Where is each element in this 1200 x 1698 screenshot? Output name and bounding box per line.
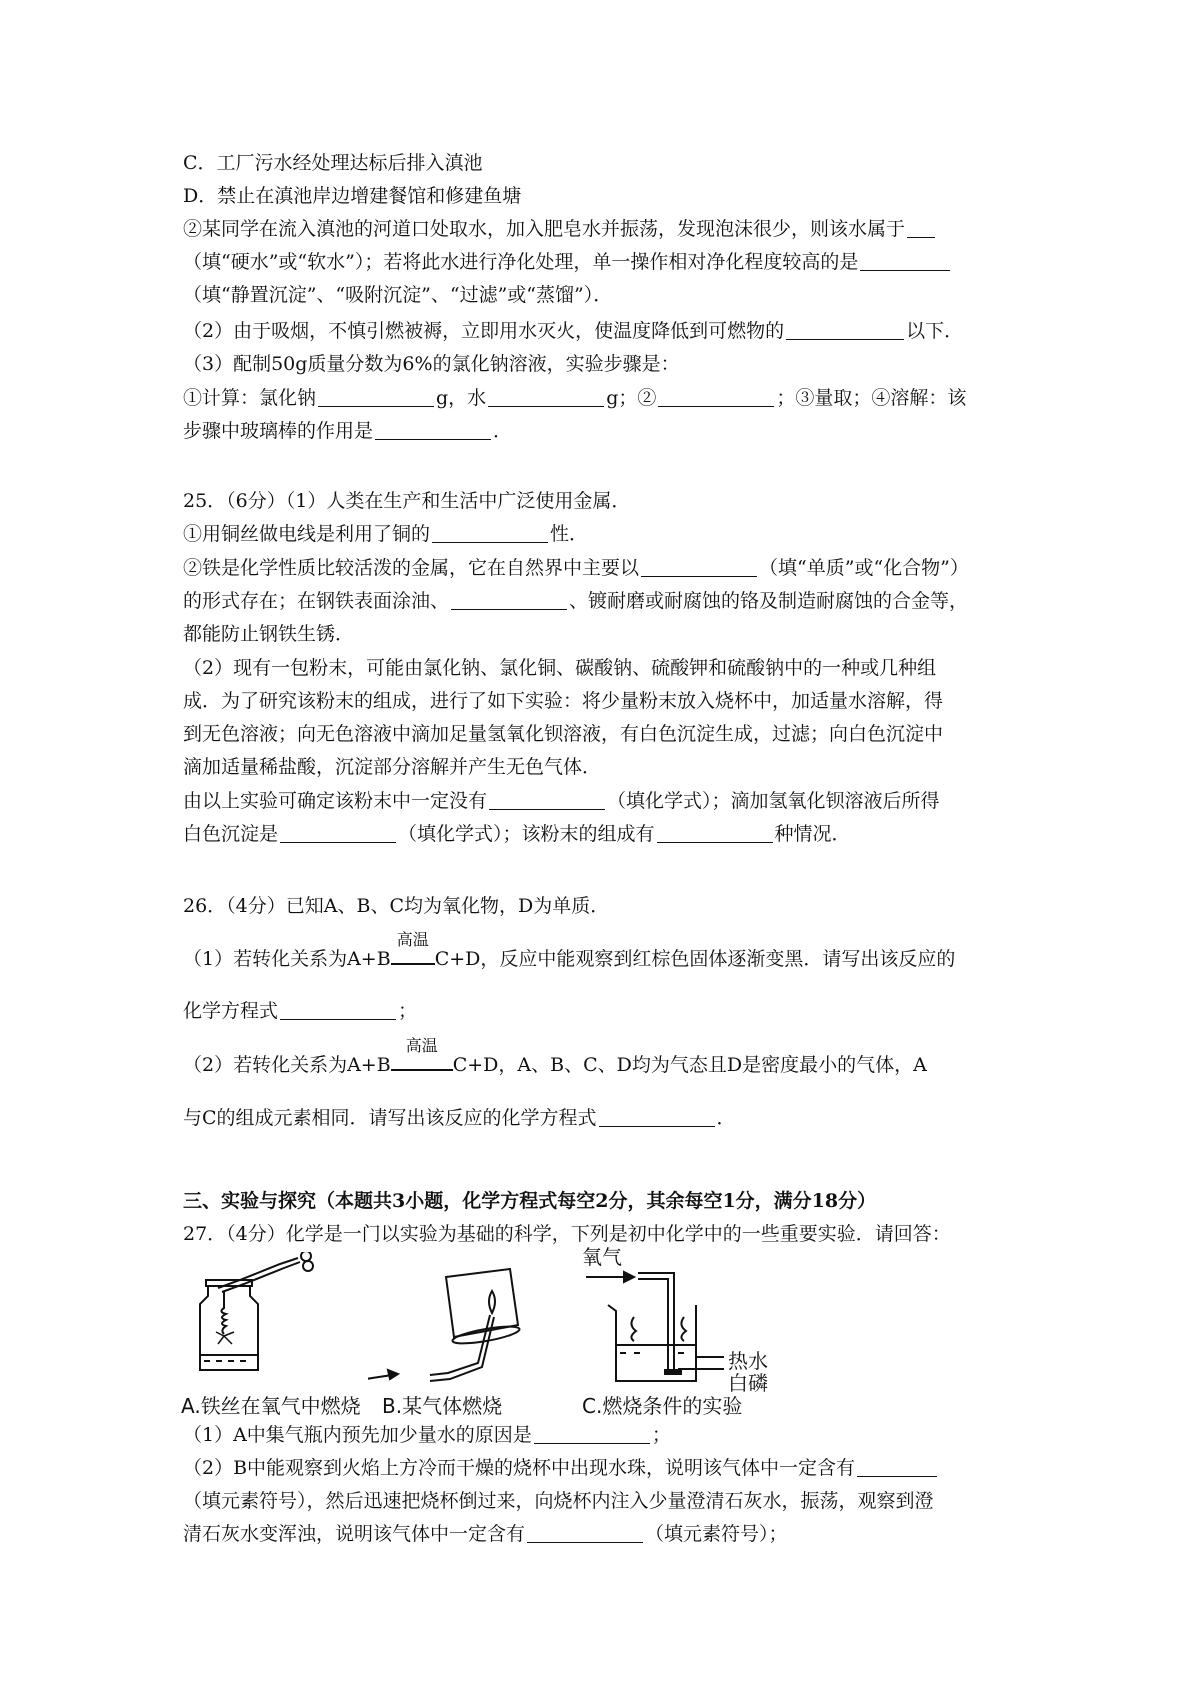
q27-text: （填元素符号），然后迅速把烧杯倒过来，向烧杯内注入少量澄清石灰水，振荡，观察到澄	[183, 1490, 934, 1512]
figure-b-caption: B.某气体燃烧	[382, 1394, 503, 1418]
q25-line	[183, 588, 968, 614]
option-c	[183, 150, 483, 176]
q26-text: C+D，反应中能观察到红棕色固体逐渐变黑．请写出该反应的	[434, 948, 956, 970]
figure-c-caption: C.燃烧条件的实验	[582, 1394, 743, 1418]
q25-text: ②铁是化学性质比较活泼的金属，它在自然界中主要以	[183, 557, 640, 579]
q25-line	[183, 788, 940, 814]
figure-combustion-conditions	[578, 1245, 808, 1395]
q27-text: 27．（4分）化学是一门以实验为基础的科学，下列是初中化学中的一些重要实验．请回答：	[183, 1223, 951, 1245]
q24-text: 步骤中玻璃棒的作用是	[183, 420, 374, 442]
q27-intro	[183, 1221, 951, 1247]
q25-heading	[183, 488, 630, 514]
q25-line	[183, 655, 936, 681]
q24-text: ②某同学在流入滇池的河道口处取水，加入肥皂水并振荡，发现泡沫很少，则该水属于	[183, 218, 906, 240]
answer-blank[interactable]	[488, 386, 604, 407]
q25-text: （2）现有一包粉末，可能由氯化钠、氯化铜、碳酸钠、硫酸钾和硫酸钠中的一种或几种组	[183, 657, 937, 679]
q26-text: C+D，A、B、C、D均为气态且D是密度最小的气体，A	[452, 1054, 927, 1076]
option-d	[183, 183, 521, 209]
q25-line	[183, 721, 943, 747]
q24-text: ；③量取；④溶解：该	[776, 387, 967, 409]
q24-line-solution	[183, 351, 680, 377]
q26-heading	[183, 893, 609, 919]
q25-text: 滴加适量稀盐酸，沉淀部分溶解并产生无色气体．	[183, 756, 602, 778]
q24-text: g；②	[606, 387, 657, 409]
answer-blank[interactable]	[318, 386, 434, 407]
answer-blank[interactable]	[641, 556, 757, 577]
q25-line	[183, 555, 969, 581]
q24-line-options	[183, 282, 612, 308]
reaction-arrow	[391, 1036, 453, 1079]
q26-text: ；	[398, 1000, 418, 1022]
q25-text: 白色沉淀是	[183, 823, 279, 845]
option-c-text: C．工厂污水经处理达标后排入滇池	[183, 152, 483, 174]
q25-text: 的形式存在；在钢铁表面涂油、	[183, 590, 450, 612]
q27-text: ；	[651, 1424, 671, 1446]
q26-text: 与C的组成元素相同．请写出该反应的化学方程式	[183, 1107, 597, 1129]
answer-blank[interactable]	[786, 319, 904, 340]
q24-text: （3）配制50g质量分数为6%的氯化钠溶液，实验步骤是：	[183, 353, 680, 375]
oxygen-label: 氧气	[582, 1245, 622, 1269]
q27-text: （填元素符号）；	[645, 1523, 788, 1545]
answer-blank[interactable]	[907, 217, 935, 238]
q27-text: 清石灰水变浑浊，说明该气体中一定含有	[183, 1523, 526, 1545]
figure-gas-burning	[368, 1255, 558, 1383]
q27-line	[183, 1488, 934, 1514]
q25-text: 成．为了研究该粉末的组成，进行了如下实验：将少量粉末放入烧杯中，加适量水溶解，得	[183, 690, 944, 712]
q24-line-ignition	[183, 318, 963, 344]
q25-text: （填“单质”或“化合物”）	[759, 557, 969, 579]
q25-text: 、镀耐磨或耐腐蚀的铬及制造耐腐蚀的合金等，	[569, 590, 969, 612]
q24-line-hardwater	[183, 216, 937, 242]
q24-text: g，水	[436, 387, 487, 409]
q25-line	[183, 521, 588, 547]
q27-line	[183, 1521, 788, 1547]
q25-text: （填化学式）；该粉末的组成有	[398, 823, 655, 845]
q25-text: ①用铜丝做电线是利用了铜的	[183, 523, 431, 545]
q26-line	[183, 930, 956, 973]
q26-text: （2）若转化关系为A+B	[183, 1054, 391, 1076]
q25-text: 由以上实验可确定该粉末中一定没有	[183, 790, 488, 812]
hot-water-label: 热水	[728, 1349, 768, 1373]
answer-blank[interactable]	[432, 522, 548, 543]
q26-line	[183, 1036, 927, 1079]
white-phosphorus-icon	[664, 1369, 682, 1375]
q25-text: （填化学式）；滴加氢氧化钡溶液后所得	[607, 790, 940, 812]
q26-line	[183, 998, 417, 1024]
q25-text: 种情况．	[774, 823, 851, 845]
answer-blank[interactable]	[658, 386, 774, 407]
q25-text: 到无色溶液；向无色溶液中滴加足量氢氧化钡溶液，有白色沉淀生成，过滤；向白色沉淀中	[183, 723, 944, 745]
q25-line	[183, 688, 943, 714]
section-heading-text: 三、实验与探究（本题共3小题，化学方程式每空2分，其余每空1分，满分18分）	[183, 1190, 877, 1212]
q26-text: （1）若转化关系为A+B	[183, 948, 391, 970]
reaction-condition: 高温	[396, 930, 429, 949]
q24-text: 以下．	[906, 320, 964, 342]
answer-blank[interactable]	[280, 822, 396, 843]
q24-line-glassrod	[183, 418, 512, 444]
figure-iron-wire	[180, 1252, 380, 1384]
white-phosphorus-label: 白磷	[728, 1371, 768, 1395]
q24-line-calc	[183, 385, 966, 411]
q24-text: （填“硬水”或“软水”）；若将此水进行净化处理，单一操作相对净化程度较高的是	[183, 251, 859, 273]
answer-blank[interactable]	[657, 822, 773, 843]
answer-blank[interactable]	[534, 1423, 650, 1444]
answer-blank[interactable]	[375, 419, 491, 440]
option-d-text: D．禁止在滇池岸边增建餐馆和修建鱼塘	[183, 185, 522, 207]
answer-blank[interactable]	[860, 250, 950, 271]
q27-text: （1）A中集气瓶内预先加少量水的原因是	[183, 1424, 532, 1446]
answer-blank[interactable]	[280, 999, 396, 1020]
q24-line-purify	[183, 249, 952, 275]
q25-text: 都能防止钢铁生锈．	[183, 623, 355, 645]
answer-blank[interactable]	[489, 789, 605, 810]
q27-line	[183, 1455, 939, 1481]
figure-a-caption: A.铁丝在氧气中燃烧	[181, 1394, 361, 1418]
answer-blank[interactable]	[857, 1456, 937, 1477]
q26-text: 26．（4分）已知A、B、C均为氧化物，D为单质．	[183, 895, 610, 917]
q27-text: （2）B中能观察到火焰上方冷而干燥的烧杯中出现水珠，说明该气体中一定含有	[183, 1457, 856, 1479]
q25-line	[183, 621, 354, 647]
q25-line	[183, 754, 601, 780]
q26-text: ．	[716, 1107, 736, 1129]
section-heading	[183, 1188, 876, 1214]
answer-blank[interactable]	[599, 1106, 715, 1127]
q26-text: 化学方程式	[183, 1000, 279, 1022]
q24-text: （2）由于吸烟，不慎引燃被褥，立即用水灭火，使温度降低到可燃物的	[183, 320, 785, 342]
reaction-arrow	[391, 930, 435, 973]
q24-text: ①计算：氯化钠	[183, 387, 317, 409]
q25-text: 性．	[550, 523, 589, 545]
answer-blank[interactable]	[451, 589, 567, 610]
q24-text: ．	[493, 420, 513, 442]
gas-burning-illustration	[368, 1255, 558, 1383]
answer-blank[interactable]	[527, 1522, 643, 1543]
q24-text: （填“静置沉淀”、“吸附沉淀”、“过滤”或“蒸馏”）．	[183, 284, 613, 306]
q25-text: 25．（6分）（1）人类在生产和生活中广泛使用金属．	[183, 490, 631, 512]
q26-line	[183, 1105, 736, 1131]
q25-line	[183, 821, 851, 847]
q27-line	[183, 1422, 671, 1448]
iron-wire-illustration	[180, 1252, 380, 1384]
reaction-condition: 高温	[405, 1036, 438, 1055]
